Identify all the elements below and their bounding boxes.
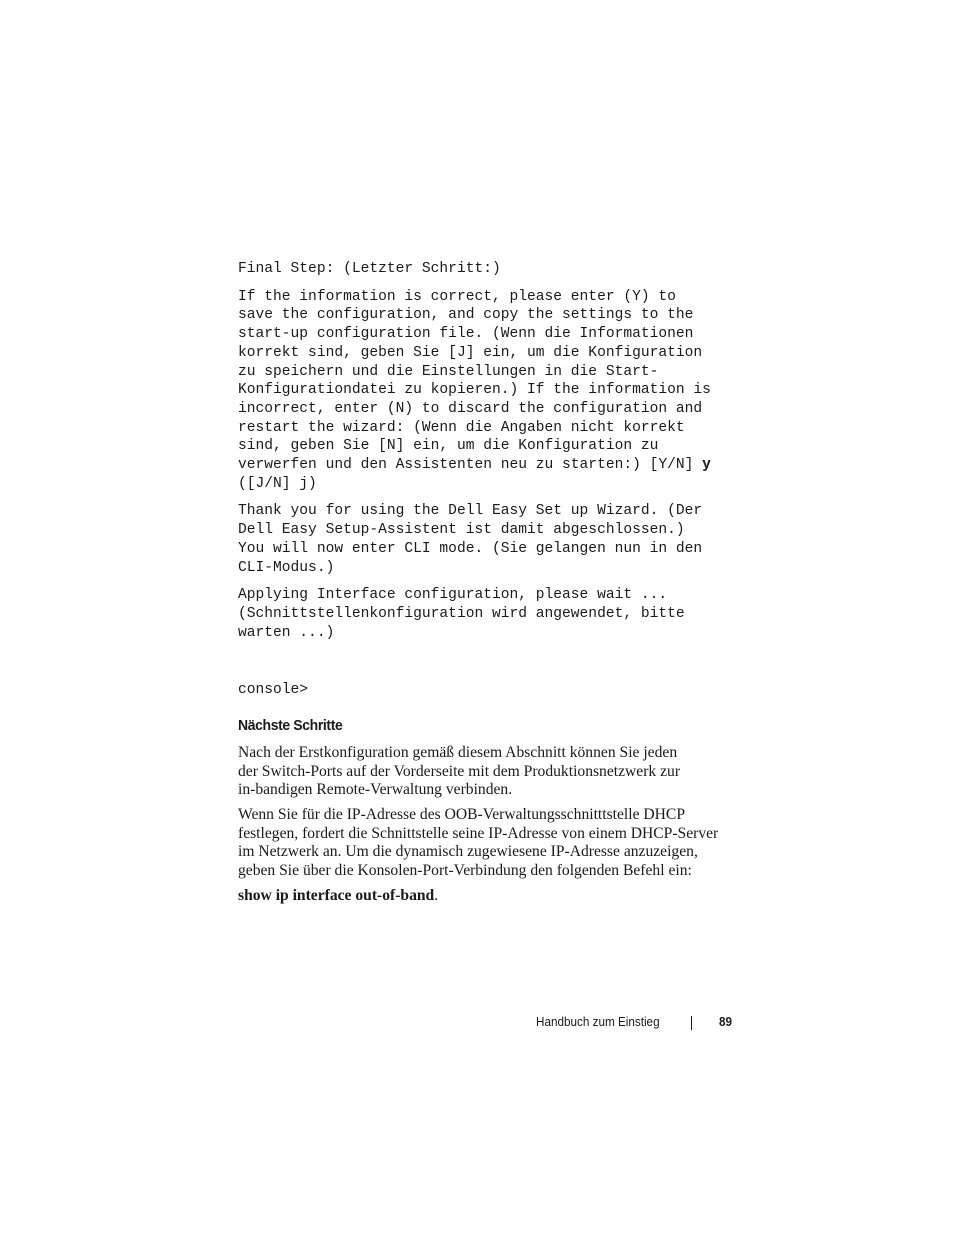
command-period: . — [434, 887, 439, 904]
text-line: geben Sie über die Konsolen-Port-Verbindung den folgenden Befehl ein: — [238, 861, 692, 879]
command-paragraph — [238, 887, 748, 906]
thank-you-message — [238, 502, 738, 577]
text-line: festlegen, fordert die Schnittstelle seine IP-Adresse von einem DHCP-Server — [238, 824, 719, 842]
text-line: in-bandigen Remote-Verwaltung verbinden. — [238, 781, 513, 799]
confirm-prompt — [238, 288, 738, 494]
text-line: Wenn Sie für die IP-Adresse des OOB-Verwaltungsschnitttstelle DHCP — [238, 806, 685, 823]
code-line: (Schnittstellenkonfiguration wird angewendet, bitte — [238, 605, 685, 622]
code-line: warten ...) — [238, 624, 335, 641]
code-line — [238, 456, 738, 475]
code-line: start-up configuration file. (Wenn die Informationen — [238, 326, 694, 343]
paragraph-dhcp — [238, 806, 748, 880]
text-line: Nach der Erstkonfiguration gemäß diesem Abschnitt können Sie jeden — [238, 744, 678, 761]
code-line: Dell Easy Setup-Assistent ist damit abgeschlossen.) — [238, 522, 685, 539]
code-line: Applying Interface configuration, please wait ... — [238, 587, 668, 604]
code-line: korrekt sind, geben Sie [J] ein, um die Konfiguration — [238, 344, 703, 361]
user-input-y: y — [702, 457, 711, 474]
page-number: 89 — [719, 1014, 733, 1029]
code-line: restart the wizard: (Wenn die Angaben nicht korrekt — [238, 419, 685, 436]
code-line: CLI-Modus.) — [238, 559, 335, 576]
code-line: incorrect, enter (N) to discard the configuration and — [238, 400, 703, 417]
final-step-line: Final Step: (Letzter Schritt:) — [238, 261, 501, 277]
code-line: Thank you for using the Dell Easy Set up Wizard. (Der — [238, 503, 703, 520]
code-line: You will now enter CLI mode. (Sie gelangen nun in den — [238, 540, 703, 557]
cli-output-block — [238, 260, 738, 651]
text-line: der Switch-Ports auf der Vorderseite mit dem Produktionsnetzwerk zur — [238, 762, 681, 780]
code-line: zu speichern und die Einstellungen in die Start- — [238, 363, 659, 380]
code-line: ([J/N] j) — [238, 475, 317, 492]
text-line: im Netzwerk an. Um die dynamisch zugewiesene IP-Adresse anzuzeigen, — [238, 843, 698, 861]
code-line-text: verwerfen und den Assistenten neu zu starten:) [Y/N] — [238, 457, 703, 474]
footer-title: Handbuch zum Einstieg — [536, 1014, 660, 1029]
paragraph-next-steps — [238, 744, 748, 800]
code-line: save the configuration, and copy the settings to the — [238, 307, 694, 324]
code-line: Konfigurationdatei zu kopieren.) If the information is — [238, 382, 711, 399]
footer-separator — [691, 1016, 692, 1030]
console-prompt: console> — [238, 682, 309, 698]
section-heading: Nächste Schritte — [238, 717, 343, 734]
command-text: show ip interface out-of-band — [238, 887, 435, 904]
code-line: If the information is correct, please enter (Y) to — [238, 288, 676, 305]
code-line: sind, geben Sie [N] ein, um die Konfiguration zu — [238, 438, 659, 455]
applying-message — [238, 586, 738, 642]
